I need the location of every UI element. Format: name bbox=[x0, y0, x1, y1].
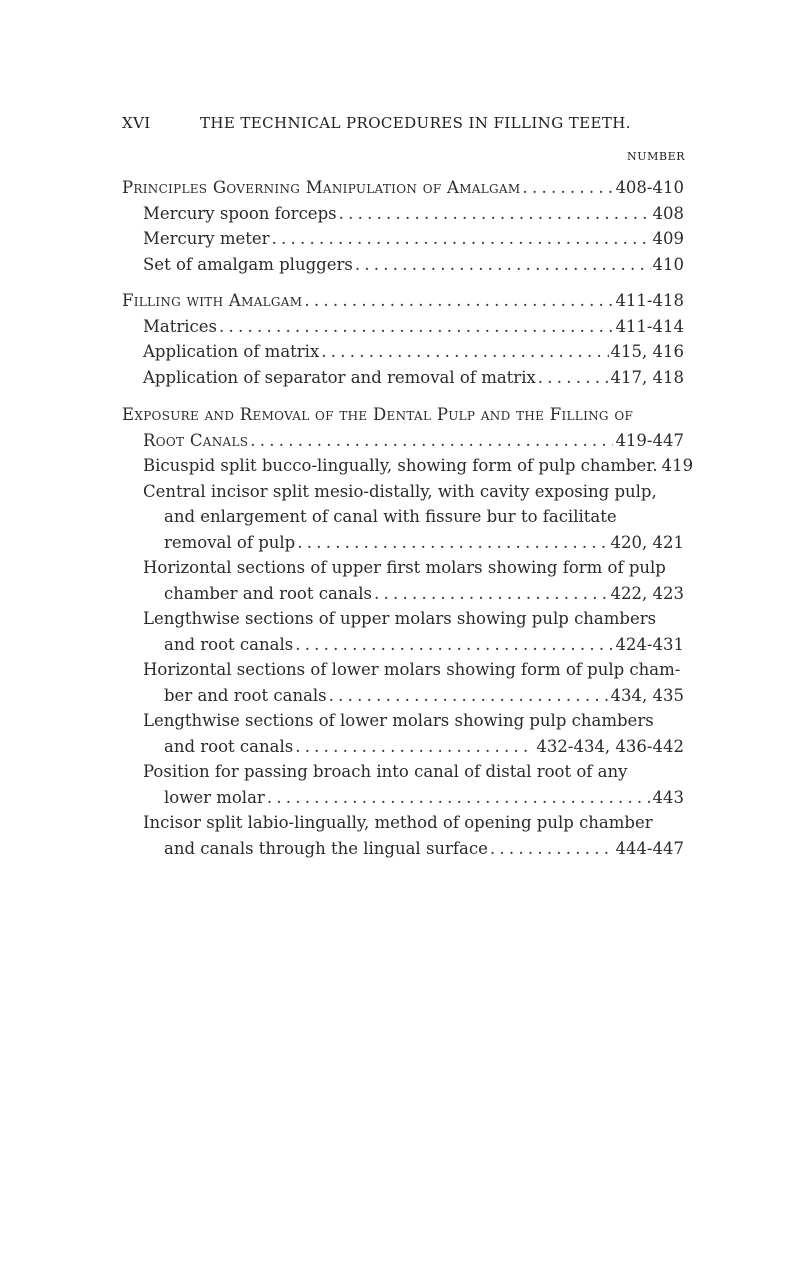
page-range: 408-410 bbox=[615, 178, 684, 197]
entry-text: Set of amalgam pluggers bbox=[143, 254, 353, 274]
list-item-continued bbox=[122, 530, 684, 556]
entry-text: and enlargement of canal with fissure bur to facilitate bbox=[164, 507, 617, 526]
section-heading-pulp-line2 bbox=[122, 428, 684, 454]
table-of-contents bbox=[122, 175, 694, 861]
entry-text: Horizontal sections of lower molars showing form of pulp cham- bbox=[143, 660, 681, 679]
entry-text: Matrices bbox=[143, 316, 218, 336]
page-range: 410 bbox=[652, 254, 684, 274]
entry-text: Horizontal sections of upper first molars showing form of pulp bbox=[143, 558, 666, 577]
list-item bbox=[122, 555, 684, 581]
entry-text: Incisor split labio-lingually, method of opening pulp chamber bbox=[143, 813, 653, 832]
entry-text: Bicuspid split bucco-lingually, showing form of pulp chamber. bbox=[143, 456, 658, 475]
entry-text: and root canals bbox=[164, 634, 294, 654]
dot-leader bbox=[304, 288, 613, 314]
dot-leader bbox=[355, 252, 651, 278]
list-item bbox=[122, 314, 684, 340]
entry-text: removal of pulp bbox=[164, 532, 296, 552]
page-range: 411-414 bbox=[615, 316, 684, 336]
list-item bbox=[122, 657, 684, 683]
list-item-continued bbox=[122, 683, 684, 709]
section-title: Principles Governing Manipulation of Amalgam bbox=[122, 178, 521, 197]
list-item-continued bbox=[122, 836, 684, 862]
page-range: 422, 423 bbox=[610, 583, 684, 603]
running-title: THE TECHNICAL PROCEDURES IN FILLING TEETH. bbox=[200, 114, 631, 132]
list-item bbox=[122, 810, 684, 836]
list-item bbox=[122, 453, 694, 479]
list-item bbox=[122, 479, 684, 505]
section-title: Exposure and Removal of the Dental Pulp and the Filling of bbox=[122, 405, 634, 424]
entry-text: Application of matrix bbox=[143, 342, 320, 361]
entry-text: lower molar bbox=[164, 787, 265, 807]
section-heading-filling-amalgam bbox=[122, 288, 684, 314]
entry-text: Application of separator and removal of matrix bbox=[143, 367, 536, 387]
dot-leader bbox=[321, 339, 608, 365]
list-item-continued bbox=[122, 632, 684, 658]
dot-leader bbox=[522, 175, 613, 201]
page-range: 417, 418 bbox=[610, 367, 684, 387]
dot-leader bbox=[272, 226, 651, 252]
page-range: 408 bbox=[652, 203, 684, 223]
dot-leader bbox=[295, 632, 613, 658]
list-item-continued bbox=[122, 734, 684, 760]
list-item bbox=[122, 365, 684, 391]
list-item bbox=[122, 708, 684, 734]
section-heading-amalgam-principles bbox=[122, 175, 684, 201]
entry-text: Position for passing broach into canal of distal root of any bbox=[143, 762, 628, 781]
page-range: 420, 421 bbox=[610, 532, 684, 552]
dot-leader bbox=[295, 734, 534, 760]
entry-text: ber and root canals bbox=[164, 685, 327, 705]
entry-text: and canals through the lingual surface bbox=[164, 838, 488, 858]
section-heading-pulp-line1 bbox=[122, 402, 684, 428]
page-range: 409 bbox=[652, 229, 684, 248]
dot-leader bbox=[329, 683, 609, 709]
page-range: 432-434, 436-442 bbox=[536, 736, 684, 756]
dot-leader bbox=[538, 365, 609, 391]
page-range: 424-431 bbox=[615, 634, 684, 654]
page-range: 434, 435 bbox=[610, 685, 684, 705]
entry-text: Mercury spoon forceps bbox=[143, 203, 337, 223]
page-number: XVI bbox=[122, 114, 151, 132]
section-title: Filling with Amalgam bbox=[122, 291, 303, 310]
section-gap bbox=[122, 390, 684, 402]
list-item-continued bbox=[122, 581, 684, 607]
number-column-label: NUMBER bbox=[627, 150, 686, 163]
list-item bbox=[122, 201, 684, 227]
dot-leader bbox=[267, 785, 651, 811]
page-range: 444-447 bbox=[615, 838, 684, 858]
page-range: 419-447 bbox=[615, 430, 684, 450]
entry-text: Lengthwise sections of upper molars showing pulp chambers bbox=[143, 609, 657, 628]
page-range: 419 bbox=[661, 456, 694, 475]
list-item bbox=[122, 252, 684, 278]
dot-leader bbox=[339, 201, 651, 227]
section-title-continued: Root Canals bbox=[143, 430, 249, 450]
list-item bbox=[122, 759, 684, 785]
page-range: 415, 416 bbox=[610, 342, 684, 361]
page-range: 443 bbox=[652, 787, 684, 807]
dot-leader bbox=[219, 314, 613, 340]
entry-text: Central incisor split mesio-distally, with cavity exposing pulp, bbox=[143, 481, 657, 501]
list-item-continued bbox=[122, 504, 684, 530]
entry-text: chamber and root canals bbox=[164, 583, 372, 603]
section-gap bbox=[122, 277, 684, 288]
list-item bbox=[122, 339, 684, 365]
dot-leader bbox=[490, 836, 614, 862]
dot-leader bbox=[250, 428, 613, 454]
entry-text: and root canals bbox=[164, 736, 294, 756]
list-item bbox=[122, 226, 684, 252]
dot-leader bbox=[297, 530, 608, 556]
entry-text: Mercury meter bbox=[143, 229, 270, 248]
dot-leader bbox=[374, 581, 609, 607]
list-item-continued bbox=[122, 785, 684, 811]
list-item bbox=[122, 606, 684, 632]
page-range: 411-418 bbox=[615, 291, 684, 310]
entry-text: Lengthwise sections of lower molars showing pulp chambers bbox=[143, 711, 654, 730]
